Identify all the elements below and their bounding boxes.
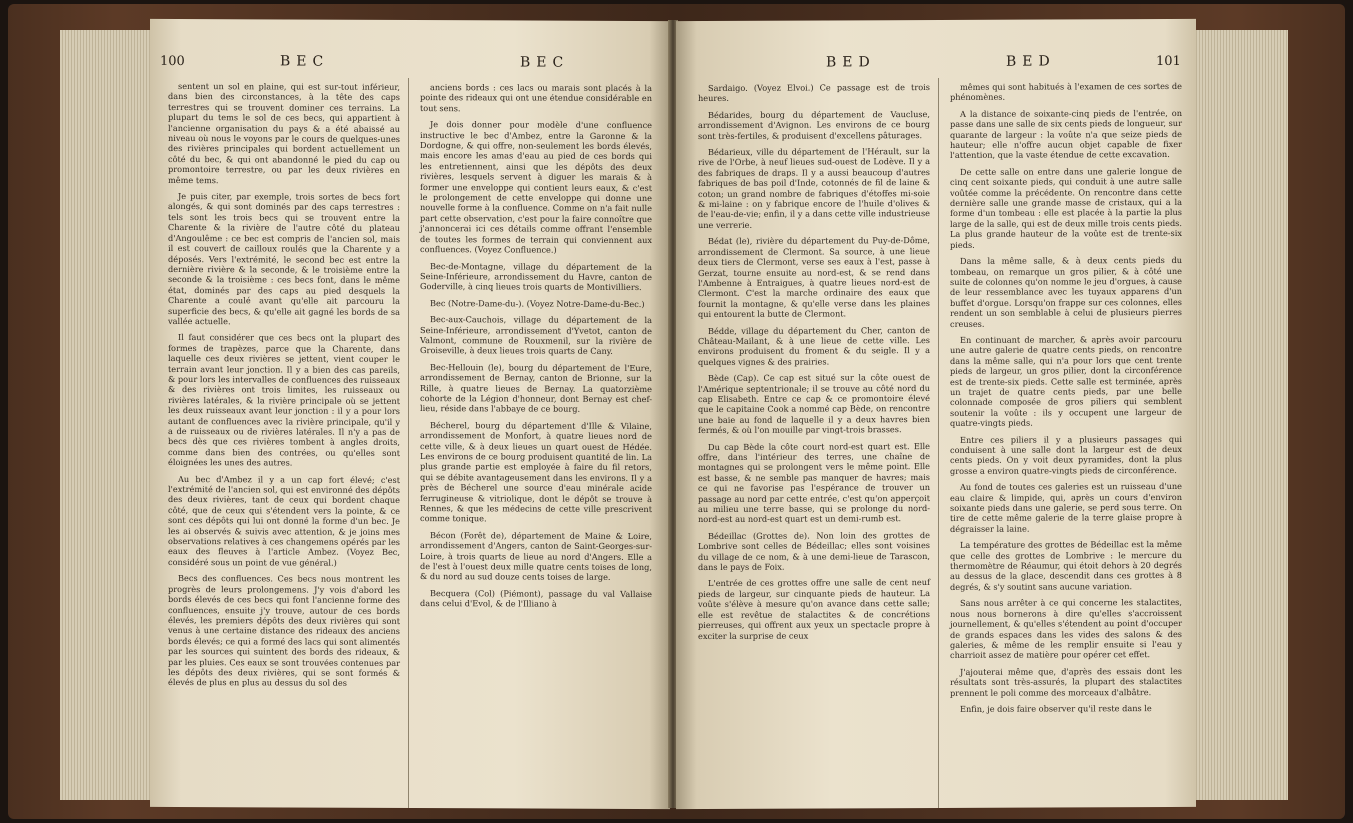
paragraph: De cette salle on entre dans une galerie longue de cinq cent soixante pieds, qui conduit à une autre salle voûtée comme la précédente. On rencontre dans cette dernière salle une grande masse de cristaux, qui a la forme d'un tombeau : elle est placée à la partie la plus large de la salle, qui est de deux mille trois cents pieds. La plus grande hauteur de la voûte est de trente-six pieds. <box>950 165 1182 250</box>
entry: Bec-de-Montagne, village du département de la Seine-Inférieure, arrondissement du Havre, canton de Goderville, à cinq lieues trois quarts de Montivilliers. <box>420 260 652 293</box>
left-page-number: 100 <box>160 53 185 70</box>
right-column-2 <box>950 81 1182 720</box>
paragraph: La température des grottes de Bédeillac est la même que celle des grottes de Lombrive : le mercure du thermomètre de Réaumur, qui étoit dehors à 20 degrés au dessus de la glace, descendit dans ces grottes à 8 degrés, & s'y soutint sans aucune variation. <box>950 539 1182 592</box>
left-page <box>150 19 670 809</box>
page-edges-left <box>60 30 152 800</box>
paragraph: Sardaigo. (Voyez Elvoi.) Ce passage est de trois heures. <box>698 82 930 104</box>
paragraph: J'ajouterai même que, d'après des essais dont les résultats sont très-assurés, la plupart des stalactites prennent le poli comme des morceaux d'albâtre. <box>950 665 1182 698</box>
paragraph: Il faut considérer que ces becs ont la plupart des formes de trapèzes, parce que la Charente, dans laquelle ces deux rivières se jettent, vient couper le terrain avant leur jonction. Il y a bien des cas pareils, & pour lors les intervalles de confluences des ruisseaux & des rivières ont trois limites, les ruisseaux ou rivières latérales, & la rivière principale où se jettent les deux ruisseaux avant leur jonction : il y a pour lors autant de confluences avec la rivière principale, qu'il y a de ruisseaux ou de rivières latérales. Il n'y a pas de becs dès que ces rivières tombent à angles droits, comme dans bien des contrées, ou qu'elles sont éloignées les unes des autres. <box>168 332 401 468</box>
paragraph: Dans la même salle, & à deux cents pieds du tombeau, on remarque un gros pilier, & à côté une suite de colonnes qu'on nomme le jeu d'orgues, à cause de leur ressemblance avec les tuyaux apparens d'un buffet d'orgue. Lorsqu'on frappe sur ces colonnes, elles rendent un son semblable à celui de plusieurs pierres creuses. <box>950 255 1182 329</box>
right-page <box>676 19 1196 809</box>
entry: Bédeillac (Grottes de). Non loin des grottes de Lombrive sont celles de Bédeillac; elles sont voisines du village de ce nom, & à une demi-lieue de Tarascon, dans le pays de Foix. <box>698 529 930 573</box>
right-column-rule <box>938 78 939 808</box>
paragraph: A la distance de soixante-cinq pieds de l'entrée, on passe dans une salle de six cents pieds de longueur, sur quarante de largeur : la voûte n'a que seize pieds de hauteur; elle n'offre aucun objet capable de fixer l'attention, que la vaste étendue de cette excavation. <box>950 107 1182 161</box>
paragraph: Je puis citer, par exemple, trois sortes de becs fort alongés, & qui sont dominés par des caps terrestres : tels sont les trois becs qui se trouvent entre la Charente & la rivière de l'autre côté du plateau d'Angoulême : ce bec est compris de l'ancien sol, mais il est couvert de cailloux roulés que la Charente y a déposés. Vers l'extrémité, le second bec est entre la dernière rivière & la seconde, & le troisième entre la seconde & la troisième : ces becs font, dans le même état, dominés par des caps au pied desquels la Charente a coulé avant qu'elle ait parcouru la superficie des becs, & qu'elle ait gagné les bords de sa vallée actuelle. <box>168 191 400 327</box>
entry: Bec-Hellouin (le), bourg du département de l'Eure, arrondissement de Bernay, canton de Brionne, sur la Rille, à quatre lieues de Bernay. La quatorzième cohorte de la Légion d'honneur, dont Bernay est chef-lieu, réside dans l'abbaye de ce bourg. <box>420 361 652 415</box>
entry: Bède (Cap). Ce cap est situé sur la côte ouest de l'Amérique septentrionale; il se trouve au côté nord du cap Elisabeth. Entre ce cap & ce promontoire élevé que le capitaine Cook a nommé cap Bède, on rencontre une baie au fond de laquelle il y a deux havres bien fermés, & où l'on mouille par vingt-trois brasses. <box>698 372 930 436</box>
entry: Bécherel, bourg du département d'Ille & Vilaine, arrondissement de Monfort, à quatre lieues nord de cette ville, & à deux lieues un quart ouest de Hédée. Les environs de ce bourg produisent quantité de lin. La plus grande partie est employée à faire du fil retors, qui se débite avantageusement dans les environs. Il y a près de Bécherel une source d'eau minérale acide ferrugineuse & vitriolique, dont le dépôt se trouve à Rennes, & que les médecins de cette ville prescrivent comme tonique. <box>420 419 652 524</box>
entry: Bec (Notre-Dame-du-). (Voyez Notre-Dame-du-Bec.) <box>430 297 645 309</box>
paragraph: anciens bords : ces lacs ou marais sont placés à la pointe des rideaux qui ont une étendue considérable en tout sens. <box>420 82 652 114</box>
left-running-head-1: BEC <box>280 53 330 70</box>
left-column-1 <box>168 81 400 695</box>
entry: Bédarieux, ville du département de l'Hérault, sur la rive de l'Orbe, à neuf lieues sud-ouest de Lodève. Il y a des fabriques de draps. Il y a aussi beaucoup d'autres fabriques de bas poil d'Inde, cotonnés de fil de laine & coton; un grand nombre de fabriques d'étoffes mi-soie & mi-laine : on y fabrique encore de l'huile d'olives & de l'eau-de-vie; enfin, il y a dans cette ville industrieuse une verrerie. <box>698 146 930 230</box>
right-column-1 <box>698 82 930 647</box>
entry: Bec-aux-Cauchois, village du département de la Seine-Inférieure, arrondissement d'Yvetot, canton de Valmont, commune de Rouxmenil, sur la rivière de Groiseville, à deux lieues trois quarts de Cany. <box>420 314 652 357</box>
paragraph: mêmes qui sont habitués à l'examen de ces sortes de phénomènes. <box>950 80 1182 103</box>
paragraph: Sans nous arrêter à ce qui concerne les stalactites, nous nous bornerons à dire qu'elles s'accroissent journellement, & qu'elles s'étendent au point d'occuper de grands espaces dans les vides des salons & des galeries, & même de les remplir ensuite si l'eau y charrioit assez de matière pour opérer cet effet. <box>950 597 1182 661</box>
right-running-head-1: BED <box>826 54 876 71</box>
paragraph: Au fond de toutes ces galeries est un ruisseau d'une eau claire & limpide, qui, après un cours d'environ soixante pieds dans une galerie, se perd sous terre. On tire de cette même galerie de la terre glaise propre à dégraisser la laine. <box>950 481 1182 534</box>
paragraph: En continuant de marcher, & après avoir parcouru une autre galerie de quatre cents pieds, on rencontre dans la même salle, qui n'a pour lors que cent trente pieds de largeur, un gros pilier, dont la circonférence est de trente-six pieds. Cette salle est terminée, après un trajet de quatre cents pieds, par une belle colonnade composée de gros piliers qui semblent soutenir la voûte : ils y occupent une largeur de quatre-vingts pieds. <box>950 333 1182 429</box>
paragraph: Enfin, je dois faire observer qu'il reste dans le <box>960 702 1152 714</box>
paragraph: Du cap Bède la côte court nord-est quart est. Elle offre, dans l'intérieur des terres, une chaîne de montagnes qui se prolongent vers le même point. Elle est basse, & ne semble pas manquer de havres; mais ce qui ne favorise pas l'espérance de trouver un passage au nord par cette entrée, c'est qu'on apperçoit au milieu une terre basse, qui se prolonge du nord-nord-est au nord-est quart est un demi-rumb est. <box>698 440 930 525</box>
paragraph: L'entrée de ces grottes offre une salle de cent neuf pieds de largeur, sur cinquante pieds de hauteur. La voûte s'élève à mesure qu'on avance dans cette salle; elle est revêtue de stalactites & de concrétions pierreuses, qui offrent aux yeux un spectacle propre à exciter la surprise de ceux <box>698 577 930 641</box>
paragraph: Entre ces piliers il y a plusieurs passages qui conduisent à une salle dont la largeur est de deux cents pieds. On y voit deux pyramides, dont la plus grosse a environ quatre-vingts pieds de circonférence. <box>950 433 1182 476</box>
paragraph: Je dois donner pour modèle d'une confluence instructive le bec d'Ambez, entre la Garonne & la Dordogne, & qui offre, non-seulement les bords élevés, mais encore les amas d'eau au pied de ces bords qui les entretiennent, ainsi que les dépôts des deux rivières, lesquels servent à diguer les marais & à former une enveloppe qui contient leurs eaux, & c'est le prolongement de cette enveloppe qui donne une nouvelle forme à la confluence. Comme on n'a fait nulle part cette observation, c'est pour la faire connoître que j'annoncerai ici ces détails comme offrant l'ensemble de toutes les formes de terrain qui conviennent aux confluences. (Voyez Confluence.) <box>420 119 652 255</box>
left-column-2 <box>420 82 652 616</box>
entry: Bédat (le), rivière du département du Puy-de-Dôme, arrondissement de Clermont. Sa source, à une lieue deux tiers de Clermont, verse ses eaux à l'est, passe à Gerzat, tourne ensuite au nord-est, & se rend dans l'Ambenne à Entraigues, à quatre lieues nord-est de Clermont. C'est la marche ordinaire des eaux que fournit la montagne, & qu'elle verse dans les plaines qui entourent la butte de Clermont. <box>698 235 930 320</box>
right-page-number: 101 <box>1156 53 1181 70</box>
left-running-head-2: BEC <box>520 54 570 71</box>
page-edges-right <box>1196 30 1288 800</box>
entry: Bédarides, bourg du département de Vaucluse, arrondissement d'Avignon. Les environs de ce bourg sont très-fertiles, & produisent d'excellens pâturages. <box>698 108 930 141</box>
left-column-rule <box>408 78 409 808</box>
entry: Becquera (Col) (Piémont), passage du val Vallaise dans celui d'Evol, & de l'Illiano à <box>420 587 652 609</box>
paragraph: Becs des confluences. Ces becs nous montrent les progrès de leurs prolongemens. J'y vois d'abord les bords élevés de ces becs qui font l'ancienne forme des confluences, ensuite j'y trouve, autour de ces bords élevés, les premiers dépôts des deux rivières qui sont venus à une certaine distance des rideaux des anciens bords élevés; ce qui a formé des lacs qui sont alimentés par les sources qui suintent des bords des rideaux, & par les pluies. Ces eaux se sont trouvées contenues par les dépôts des deux rivières, qui se sont formés & élevés de plus en plus au dessus du sol des <box>168 573 400 689</box>
right-running-head-2: BED <box>1006 53 1056 70</box>
entry: Bédde, village du département du Cher, canton de Château-Mailant, & à une lieue de cette ville. Les environs produisent du froment & du seigle. Il y a quelques vignes & des prairies. <box>698 324 930 367</box>
paragraph: sentent un sol en plaine, qui est sur-tout inférieur, dans bien des circonstances, à la tête des caps terrestres qui se trouvent dominer ces terrains. La plupart du tems le sol de ces becs, qui appartient à l'ancienne organisation du pays & a été abaissé au niveau où nous le voyons par le cours de quelques-unes des rivières principales qui bordent actuellement un côté du bec, & qui ont abandonné le pied du cap ou promontoire terrestre, ou par les deux rivières en même tems. <box>168 80 400 185</box>
entry: Bécon (Forêt de), département de Maine & Loire, arrondissement d'Angers, canton de Saint-Georges-sur-Loire, à trois quarts de lieue au nord d'Angers. Elle a de l'est à l'ouest deux mille quatre cents toises de long, & du nord au sud douze cents toises de large. <box>420 529 652 583</box>
paragraph: Au bec d'Ambez il y a un cap fort élevé; c'est l'extrémité de l'ancien sol, qui est environné des dépôts des deux rivières, tant de ceux qui bordent chaque côté, que de ceux qui s'étendent vers la pointe, & ce sont ces dépôts qui lui ont donné la forme d'un bec. Je les ai observés & suivis avec attention, & je joins mes observations relatives à ces changemens opérés par les eaux des fleuves à l'article Ambez. (Voyez Bec, considéré sous un point de vue général.) <box>168 473 400 568</box>
